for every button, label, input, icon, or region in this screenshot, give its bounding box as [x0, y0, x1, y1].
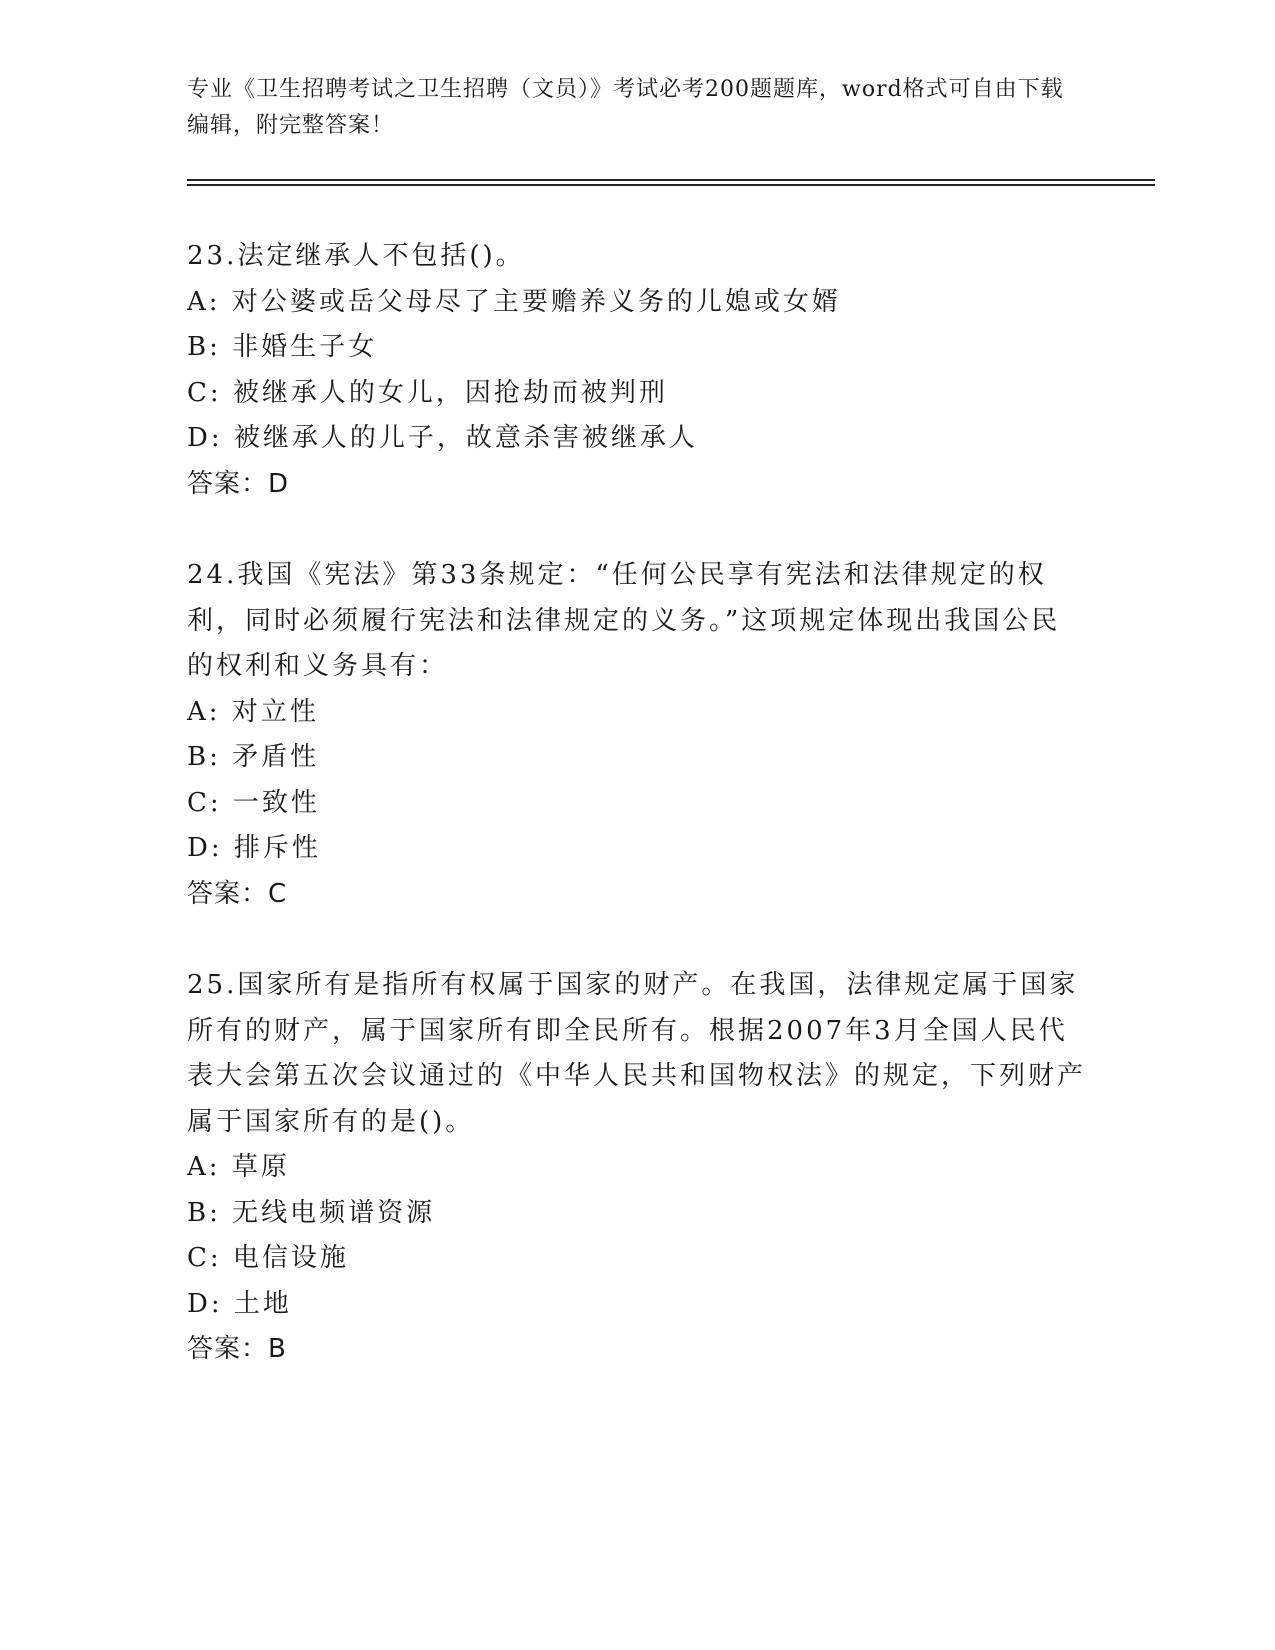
header-divider-bottom	[187, 184, 1155, 186]
option-label: C:	[187, 787, 222, 818]
document-header	[187, 72, 1067, 144]
option-text: 排斥性	[233, 833, 321, 863]
option-label: B:	[187, 332, 221, 362]
option-c	[187, 781, 1087, 827]
answer-line: 答案：C	[187, 878, 288, 909]
option-text: 被继承人的儿子，故意杀害被继承人	[233, 423, 698, 453]
option-label: B:	[187, 1197, 221, 1228]
option-c	[187, 371, 1087, 417]
option-a	[187, 280, 1087, 326]
option-text: 非婚生子女	[232, 332, 378, 362]
option-d	[187, 1282, 1087, 1328]
question-text	[187, 553, 1087, 690]
answer-line: 答案：D	[187, 468, 290, 499]
question-block	[187, 963, 1087, 1373]
header-intro-text: 专业《卫生招聘考试之卫生招聘（文员）》考试必考200题题库，word格式可自由下载编辑，附完整答案！	[187, 77, 1064, 138]
question-block	[187, 234, 1087, 507]
question-text	[187, 234, 1087, 280]
option-d	[187, 416, 1087, 462]
option-text: 一致性	[232, 787, 320, 818]
option-text: 矛盾性	[232, 742, 320, 772]
option-text: 对立性	[231, 696, 319, 727]
option-label: A:	[187, 1152, 221, 1182]
question-number: 23.	[187, 241, 238, 271]
option-text: 被继承人的女儿，因抢劫而被判刑	[232, 377, 668, 408]
question-text	[187, 963, 1087, 1145]
question-stem: 国家所有是指所有权属于国家的财产。在我国，法律规定属于国家所有的财产，属于国家所有即全民所有。根据2007年3月全国人民代表大会第五次会议通过的《中华人民共和国物权法》的规定，下列财产属于国家所有的是()。	[187, 970, 1087, 1137]
option-text: 草原	[231, 1152, 290, 1182]
question-stem: 法定继承人不包括()。	[237, 241, 525, 271]
option-label: C:	[187, 1243, 222, 1273]
question-number: 25.	[187, 970, 238, 1000]
option-label: C:	[187, 377, 222, 408]
option-label: D:	[187, 1288, 223, 1319]
option-b	[187, 325, 1087, 371]
option-b	[187, 735, 1087, 781]
option-text: 土地	[233, 1288, 292, 1319]
option-label: D:	[187, 423, 223, 453]
question-number: 24.	[187, 560, 238, 590]
option-b	[187, 1191, 1087, 1237]
option-label: D:	[187, 833, 223, 863]
question-block	[187, 553, 1087, 917]
question-stem: 我国《宪法》第33条规定：“任何公民享有宪法和法律规定的权利，同时必须履行宪法和法律规定的义务。”这项规定体现出我国公民的权利和义务具有：	[187, 560, 1061, 681]
option-label: B:	[187, 742, 221, 772]
option-text: 无线电频谱资源	[232, 1197, 436, 1228]
option-text: 对公婆或岳父母尽了主要赡养义务的儿媳或女婿	[231, 286, 841, 317]
header-divider-top	[187, 179, 1155, 181]
option-text: 电信设施	[232, 1243, 349, 1273]
option-label: A:	[187, 286, 221, 317]
option-label: A:	[187, 696, 221, 727]
option-a	[187, 1145, 1087, 1191]
option-a	[187, 690, 1087, 736]
option-d	[187, 826, 1087, 872]
option-c	[187, 1236, 1087, 1282]
answer-line: 答案：B	[187, 1334, 287, 1364]
